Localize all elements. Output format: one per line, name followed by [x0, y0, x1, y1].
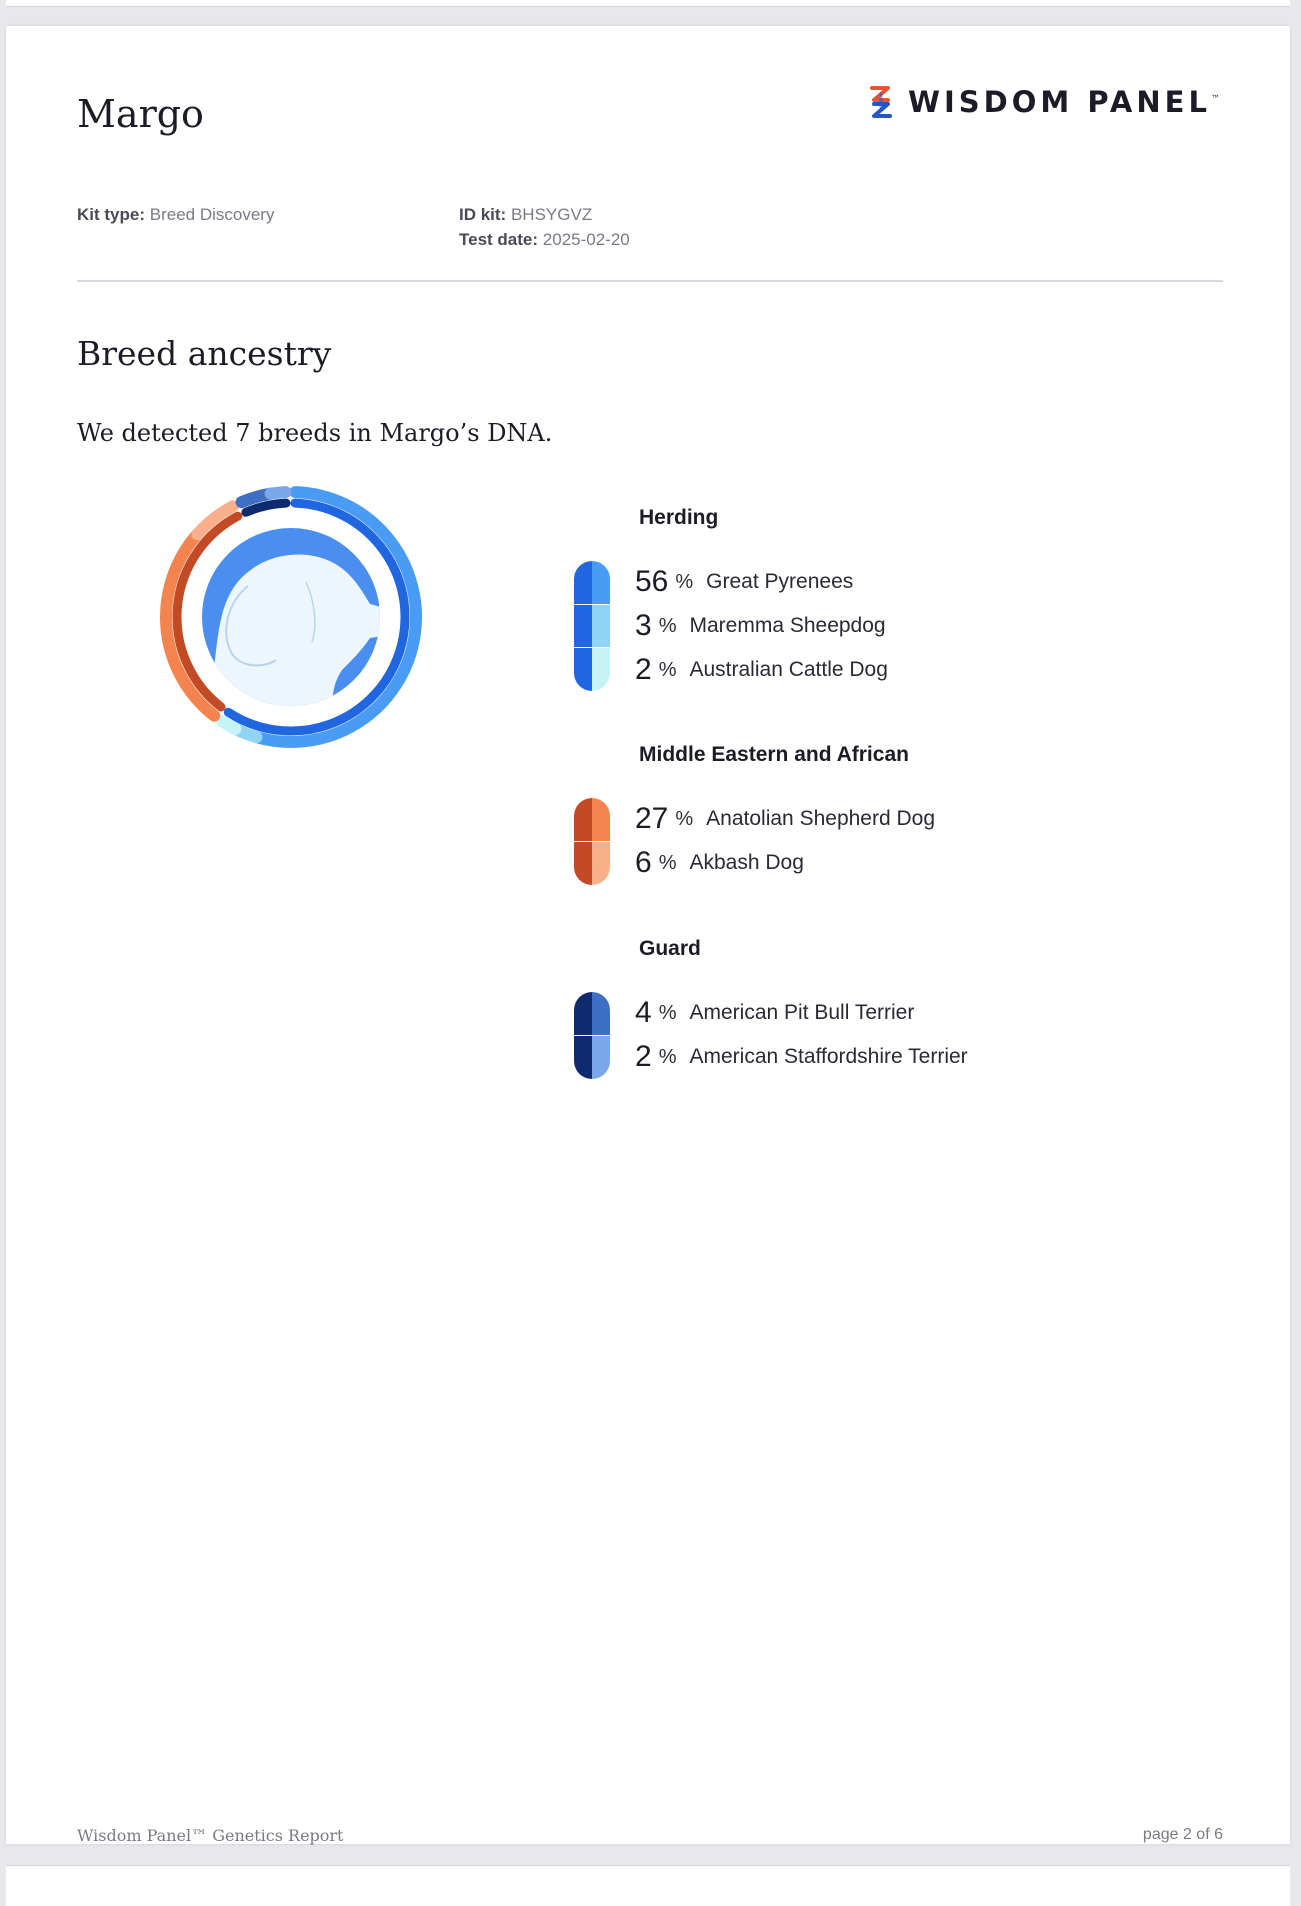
id-kit-value: BHSYGVZ: [510, 205, 593, 224]
percent-sign: %: [675, 570, 694, 593]
report-page: [6, 26, 1290, 1844]
breed-row: [635, 797, 935, 841]
pill-segment: [574, 647, 610, 691]
pill-segment: [574, 561, 610, 604]
kit-details: [459, 202, 630, 252]
breed-name: American Staffordshire Terrier: [689, 1045, 968, 1068]
pill-segment-breed-color: [592, 992, 610, 1035]
pill-herding: [574, 561, 610, 691]
pill-segment-group-color: [574, 648, 592, 691]
breed-row: [635, 604, 886, 648]
donut-breed-arc: [271, 492, 286, 494]
pill-segment-group-color: [574, 992, 592, 1035]
ancestry-donut-chart: [156, 482, 426, 752]
section-title: Breed ancestry: [77, 334, 332, 373]
pill-segment-breed-color: [592, 1036, 610, 1079]
pill-segment: [574, 604, 610, 648]
pill-segment-breed-color: [592, 798, 610, 841]
pill-segment: [574, 841, 610, 885]
previous-page-edge: [6, 0, 1290, 7]
pill-segment-group-color: [574, 798, 592, 841]
header-divider: [77, 280, 1223, 282]
test-date: [459, 227, 630, 252]
percent-sign: %: [658, 851, 677, 874]
breed-row: [635, 841, 804, 885]
breed-name: American Pit Bull Terrier: [689, 1001, 915, 1024]
id-kit: [459, 202, 630, 227]
breed-row: [635, 1035, 968, 1079]
pill-segment-breed-color: [592, 648, 610, 691]
breed-row: [635, 648, 888, 692]
pill-middle-eastern-african: [574, 798, 610, 885]
pill-segment-breed-color: [592, 842, 610, 885]
breed-name: Akbash Dog: [689, 851, 804, 874]
next-page-edge: [6, 1865, 1290, 1906]
kit-type: [77, 202, 274, 227]
group-title-guard: Guard: [639, 937, 701, 960]
percent-sign: %: [658, 614, 677, 637]
breed-percent: 56: [635, 565, 669, 598]
breed-name: Great Pyrenees: [706, 570, 854, 593]
pill-segment: [574, 798, 610, 841]
percent-sign: %: [675, 807, 694, 830]
breed-row: [635, 991, 914, 1035]
percent-sign: %: [658, 1045, 677, 1068]
footer-report-title: Wisdom Panel™ Genetics Report: [77, 1826, 344, 1845]
breed-name: Maremma Sheepdog: [689, 614, 886, 637]
kit-type-value: Breed Discovery: [149, 205, 275, 224]
test-date-label: Test date:: [459, 230, 539, 249]
breed-percent: 6: [635, 846, 652, 879]
dog-name: Margo: [77, 92, 204, 136]
percent-sign: %: [658, 1001, 677, 1024]
breed-name: Anatolian Shepherd Dog: [706, 807, 936, 830]
test-date-value: 2025-02-20: [542, 230, 630, 249]
pill-segment-group-color: [574, 561, 592, 604]
breed-percent: 2: [635, 653, 652, 686]
dna-helix-icon: [868, 84, 894, 120]
id-kit-label: ID kit:: [459, 205, 507, 224]
pill-segment: [574, 1035, 610, 1079]
group-title-herding: Herding: [639, 506, 719, 529]
pill-segment-group-color: [574, 605, 592, 648]
breed-row: [635, 560, 853, 604]
pill-guard: [574, 992, 610, 1079]
pill-segment: [574, 992, 610, 1035]
pill-segment-breed-color: [592, 561, 610, 604]
detected-breeds-text: We detected 7 breeds in Margo’s DNA.: [77, 419, 553, 447]
brand-logo: [868, 82, 1220, 122]
donut-breed-arc: [222, 721, 235, 729]
percent-sign: %: [658, 658, 677, 681]
breed-name: Australian Cattle Dog: [689, 658, 888, 681]
footer-page-number: page 2 of 6: [1142, 1826, 1223, 1843]
group-title-middle-eastern-african: Middle Eastern and African: [639, 743, 909, 766]
pill-segment-group-color: [574, 842, 592, 885]
breed-percent: 3: [635, 609, 652, 642]
brand-wordmark: WISDOM PANEL™: [908, 85, 1220, 119]
breed-percent: 27: [635, 802, 669, 835]
pill-segment-breed-color: [592, 605, 610, 648]
kit-type-label: Kit type:: [77, 205, 145, 224]
pill-segment-group-color: [574, 1036, 592, 1079]
breed-percent: 2: [635, 1040, 652, 1073]
breed-percent: 4: [635, 996, 652, 1029]
